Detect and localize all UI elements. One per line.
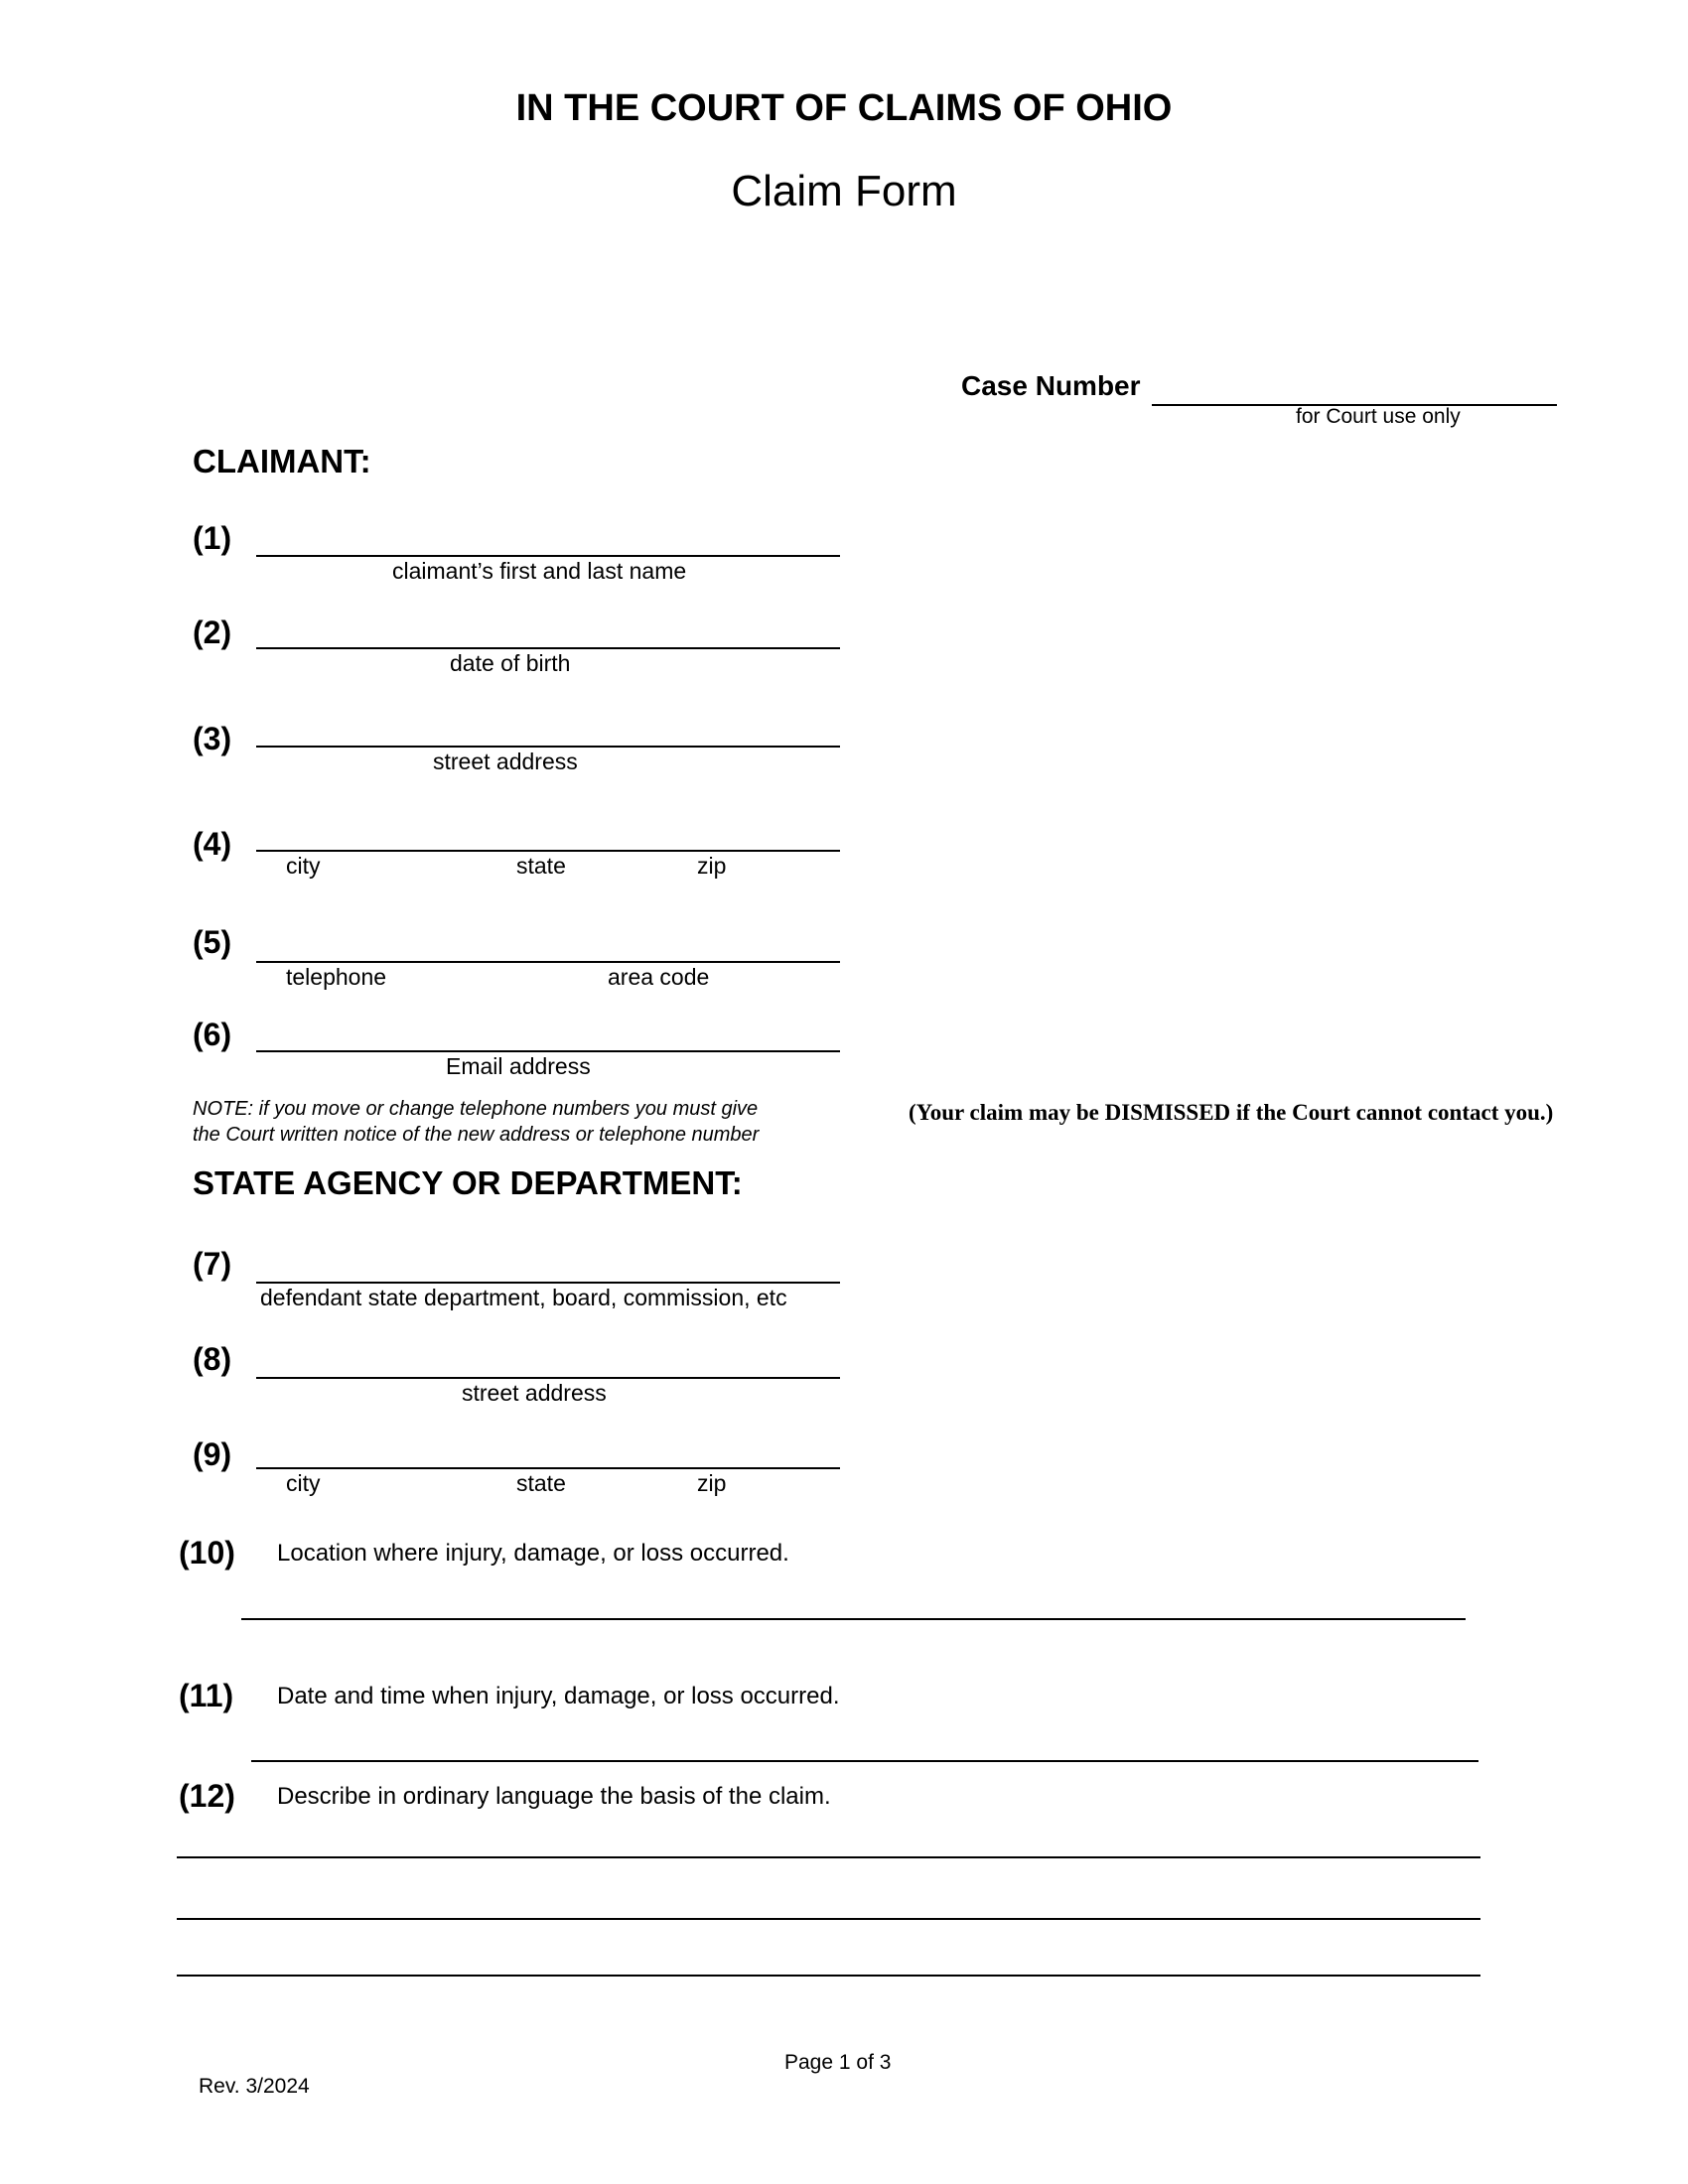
field-number-4: (4)	[193, 826, 232, 862]
field-number-1: (1)	[193, 520, 232, 556]
dismissal-warning: (Your claim may be DISMISSED if the Court cannot contact you.)	[909, 1100, 1554, 1125]
claimant-name-field[interactable]	[256, 555, 840, 557]
defendant-agency-caption: defendant state department, board, commission, etc	[260, 1285, 787, 1310]
claimant-heading: CLAIMANT:	[193, 443, 371, 479]
claim-basis-line-3[interactable]	[177, 1975, 1480, 1977]
agency-street-caption: street address	[462, 1380, 607, 1406]
claim-basis-line-1[interactable]	[177, 1856, 1480, 1858]
field-number-7: (7)	[193, 1246, 232, 1282]
agency-city-state-zip-field[interactable]	[256, 1467, 840, 1469]
field-number-6: (6)	[193, 1017, 232, 1052]
field-number-3: (3)	[193, 721, 232, 756]
agency-city-caption: city	[286, 1470, 321, 1496]
note-line-1: NOTE: if you move or change telephone numbers you must give	[193, 1098, 759, 1120]
claimant-street-field[interactable]	[256, 746, 840, 748]
question-11-text: Date and time when injury, damage, or loss occurred.	[277, 1683, 840, 1709]
note-line-2: the Court written notice of the new address or telephone number	[193, 1124, 760, 1146]
agency-zip-caption: zip	[697, 1470, 727, 1496]
date-of-birth-field[interactable]	[256, 647, 840, 649]
question-number-12: (12)	[179, 1778, 235, 1814]
claimant-street-caption: street address	[433, 749, 578, 774]
page-number: Page 1 of 3	[784, 2051, 892, 2074]
telephone-field[interactable]	[256, 961, 840, 963]
field-number-8: (8)	[193, 1341, 232, 1377]
date-of-birth-caption: date of birth	[450, 650, 571, 676]
telephone-caption: telephone	[286, 964, 387, 990]
defendant-agency-field[interactable]	[256, 1282, 840, 1284]
form-title: Claim Form	[731, 167, 957, 215]
question-number-11: (11)	[179, 1678, 234, 1713]
question-number-10: (10)	[179, 1535, 235, 1570]
question-12-text: Describe in ordinary language the basis of the claim.	[277, 1783, 831, 1810]
email-field[interactable]	[256, 1050, 840, 1052]
question-10-text: Location where injury, damage, or loss occurred.	[277, 1540, 789, 1567]
claimant-name-caption: claimant’s first and last name	[392, 558, 687, 584]
case-number-sublabel: for Court use only	[1296, 405, 1461, 428]
field-number-9: (9)	[193, 1436, 232, 1472]
claimant-city-state-zip-field[interactable]	[256, 850, 840, 852]
court-title: IN THE COURT OF CLAIMS OF OHIO	[515, 87, 1173, 129]
field-number-5: (5)	[193, 924, 232, 960]
agency-street-field[interactable]	[256, 1377, 840, 1379]
field-number-2: (2)	[193, 614, 232, 650]
city-caption: city	[286, 853, 321, 879]
state-caption: state	[516, 853, 566, 879]
date-time-field[interactable]	[251, 1760, 1478, 1762]
agency-heading: STATE AGENCY OR DEPARTMENT:	[193, 1164, 743, 1201]
claim-basis-line-2[interactable]	[177, 1918, 1480, 1920]
area-code-caption: area code	[608, 964, 710, 990]
zip-caption: zip	[697, 853, 727, 879]
agency-state-caption: state	[516, 1470, 566, 1496]
case-number-label: Case Number	[961, 370, 1141, 401]
location-field[interactable]	[241, 1618, 1466, 1620]
revision-label: Rev. 3/2024	[199, 2075, 310, 2098]
contact-change-note	[193, 1096, 759, 1148]
email-caption: Email address	[446, 1053, 591, 1079]
